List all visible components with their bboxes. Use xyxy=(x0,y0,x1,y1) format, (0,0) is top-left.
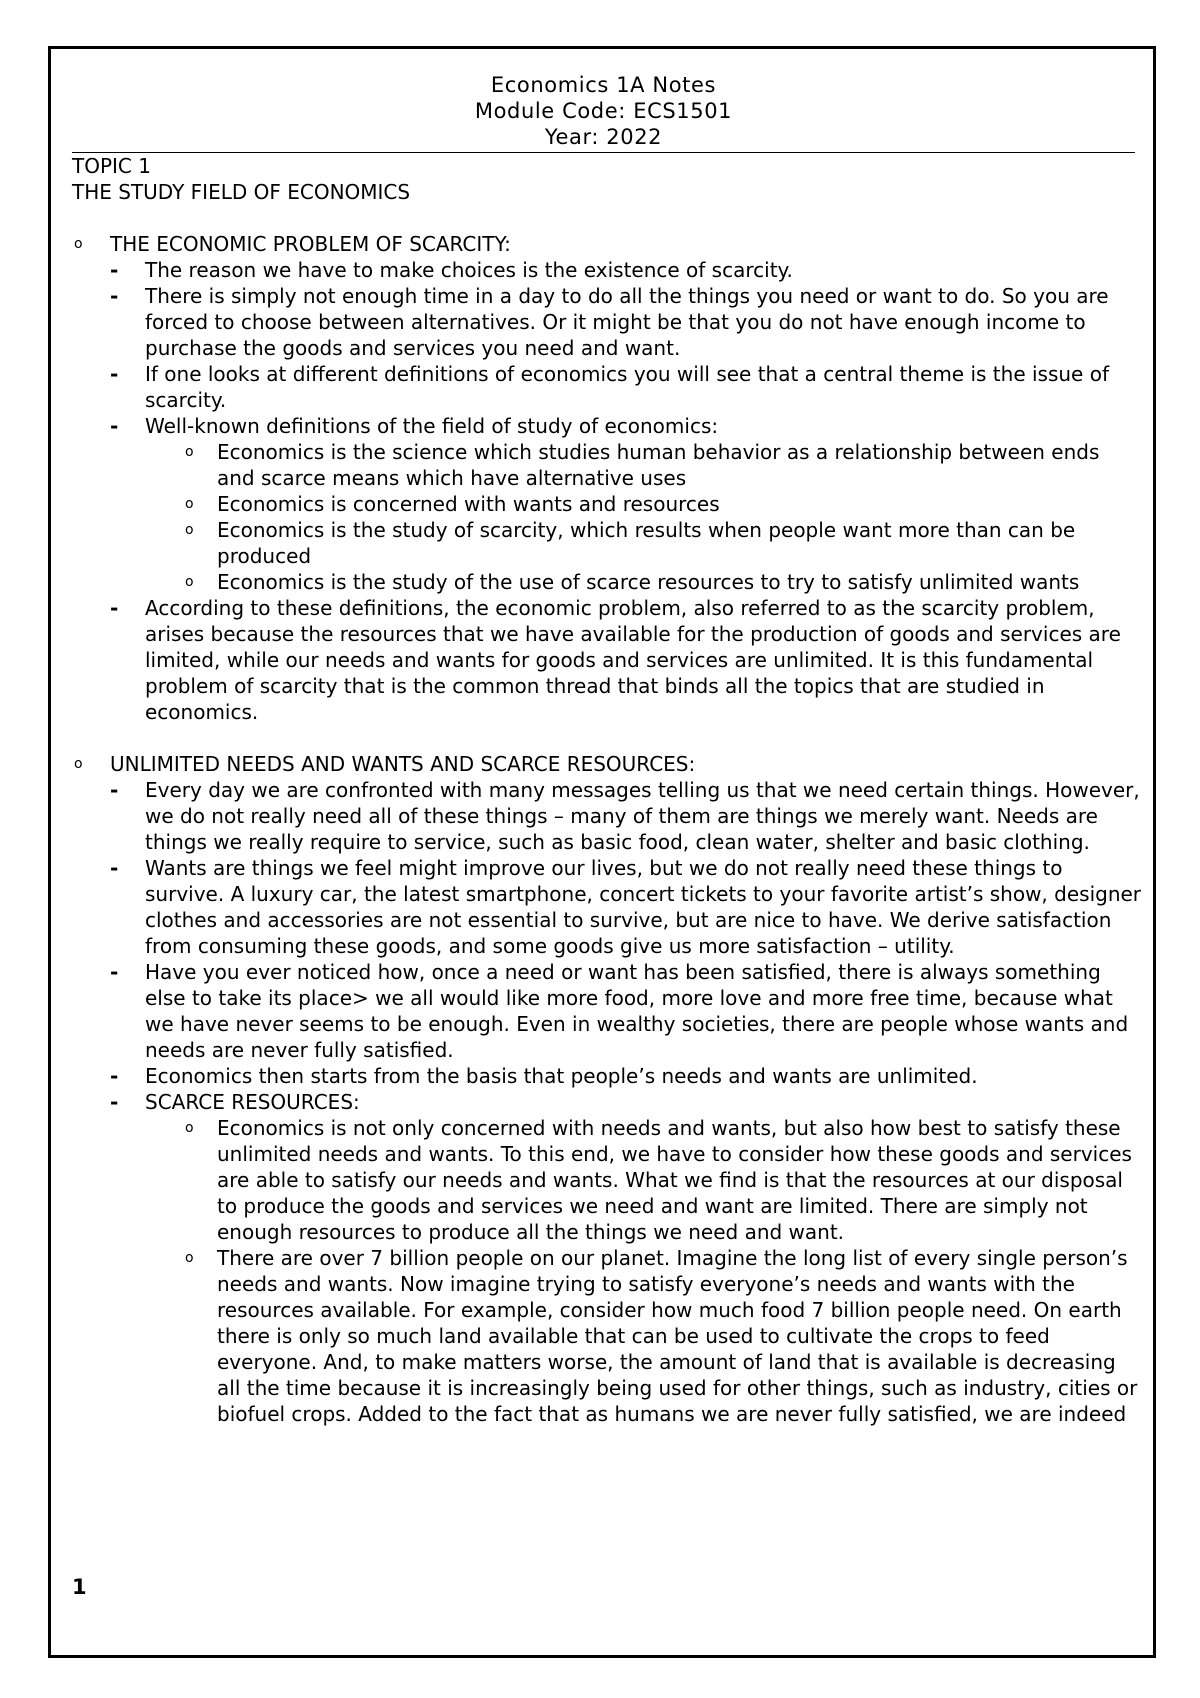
section-heading-2 xyxy=(72,751,1142,777)
sub-list-item-text: Economics is concerned with wants and resources xyxy=(217,492,720,516)
circle-bullet: o xyxy=(185,444,194,460)
topic-name: THE STUDY FIELD OF ECONOMICS xyxy=(72,180,411,204)
list-item xyxy=(72,855,1142,959)
list-item xyxy=(72,283,1142,361)
spacer xyxy=(72,725,1142,751)
sub-list-item-text: Economics is not only concerned with needs and wants, but also how best to satisfy these unlimited needs and wants. To this end, we have to consider how these goods and services are able to satisfy our needs and wants. What we find is that the resources at our disposal to produce the goods and services we need and want are limited. There are simply not enough resources to produce all the things we need and want. xyxy=(217,1116,1132,1244)
sub-list-item-text: Economics is the study of scarcity, which results when people want more than can be produced xyxy=(217,518,1076,568)
list-item-text: The reason we have to make choices is the existence of scarcity. xyxy=(145,258,793,282)
sub-list-item xyxy=(72,1245,1142,1427)
page-number: 1 xyxy=(72,1575,87,1599)
section-heading-text: UNLIMITED NEEDS AND WANTS AND SCARCE RESOURCES: xyxy=(110,752,696,776)
section-heading-1 xyxy=(72,231,1142,257)
list-item xyxy=(72,413,1142,439)
dash-bullet: - xyxy=(110,960,119,984)
list-item xyxy=(72,777,1142,855)
sub-list-item xyxy=(72,517,1142,569)
dash-bullet: - xyxy=(110,362,119,386)
list-item-text: Economics then starts from the basis that people’s needs and wants are unlimited. xyxy=(145,1064,978,1088)
list-item xyxy=(72,1063,1142,1089)
list-item xyxy=(72,361,1142,413)
list-item xyxy=(72,1089,1142,1115)
document-header xyxy=(72,72,1135,153)
sub-list-item xyxy=(72,491,1142,517)
list-item-text: If one looks at different definitions of economics you will see that a central theme is the issue of scarcity. xyxy=(145,362,1109,412)
sub-list-item-text: Economics is the study of the use of scarce resources to try to satisfy unlimited wants xyxy=(217,570,1080,594)
circle-bullet: o xyxy=(185,574,194,590)
circle-bullet: o xyxy=(185,1250,194,1266)
circle-bullet: o xyxy=(185,496,194,512)
list-item-text: SCARCE RESOURCES: xyxy=(145,1090,360,1114)
list-item-text: There is simply not enough time in a day to do all the things you need or want to do. So you are forced to choose between alternatives. Or it might be that you do not have enough income to purchase the goods and services you need and want. xyxy=(145,284,1109,360)
dash-bullet: - xyxy=(110,1090,119,1114)
sub-list-item xyxy=(72,569,1142,595)
dash-bullet: - xyxy=(110,778,119,802)
dash-bullet: - xyxy=(110,258,119,282)
topic-number: TOPIC 1 xyxy=(72,154,151,178)
list-item-text: According to these definitions, the economic problem, also referred to as the scarcity problem, arises because the resources that we have available for the production of goods and services are limited, while our needs and wants for goods and services are unlimited. It is this fundamental problem of scarcity that is the common thread that binds all the topics that are studied in economics. xyxy=(145,596,1121,724)
circle-bullet: o xyxy=(185,522,194,538)
section-bullet: o xyxy=(74,756,83,772)
sub-list-item xyxy=(72,439,1142,491)
dash-bullet: - xyxy=(110,414,119,438)
list-item xyxy=(72,595,1142,725)
dash-bullet: - xyxy=(110,856,119,880)
document-body xyxy=(72,153,1142,1427)
document-title: Economics 1A Notes xyxy=(490,73,717,97)
dash-bullet: - xyxy=(110,284,119,308)
module-code: Module Code: ECS1501 xyxy=(474,99,733,123)
section-bullet: o xyxy=(74,236,83,252)
dash-bullet: - xyxy=(110,596,119,620)
list-item-text: Wants are things we feel might improve our lives, but we do not really need these things to survive. A luxury car, the latest smartphone, concert tickets to your favorite artist’s show, designer clothes and accessories are not essential to survive, but are nice to have. We derive satisfaction from consuming these goods, and some goods give us more satisfaction – utility. xyxy=(145,856,1142,958)
sub-list-item-text: There are over 7 billion people on our planet. Imagine the long list of every single person’s needs and wants. Now imagine trying to satisfy everyone’s needs and wants with the resources available. For example, consider how much food 7 billion people need. On earth there is only so much land available that can be used to cultivate the crops to feed everyone. And, to make matters worse, the amount of land that is available is decreasing all the time because it is increasingly being used for other things, such as industry, cities or biofuel crops. Added to the fact that as humans we are never fully satisfied, we are indeed xyxy=(217,1246,1138,1426)
list-item-text: Every day we are confronted with many messages telling us that we need certain things. However, we do not really need all of these things – many of them are things we merely want. Needs are things we really require to service, such as basic food, clean water, shelter and basic clothing. xyxy=(145,778,1140,854)
list-item-text: Have you ever noticed how, once a need or want has been satisfied, there is always something else to take its place> we all would like more food, more love and more free time, because what we have never seems to be enough. Even in wealthy societies, there are people whose wants and needs are never fully satisfied. xyxy=(145,960,1129,1062)
year: Year: 2022 xyxy=(544,125,663,149)
list-item xyxy=(72,959,1142,1063)
sub-list-item-text: Economics is the science which studies human behavior as a relationship between ends and scarce means which have alternative uses xyxy=(217,440,1100,490)
section-heading-text: THE ECONOMIC PROBLEM OF SCARCITY: xyxy=(110,232,511,256)
spacer xyxy=(72,205,1142,231)
dash-bullet: - xyxy=(110,1064,119,1088)
sub-list-item xyxy=(72,1115,1142,1245)
list-item-text: Well-known definitions of the field of study of economics: xyxy=(145,414,719,438)
list-item xyxy=(72,257,1142,283)
circle-bullet: o xyxy=(185,1120,194,1136)
